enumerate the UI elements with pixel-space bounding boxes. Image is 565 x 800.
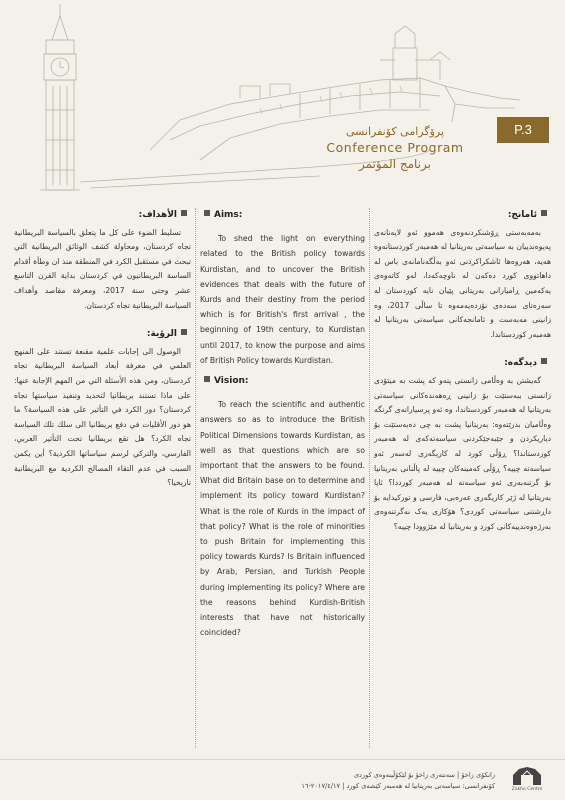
- arabic-column: [14, 208, 191, 744]
- objectives-paragraph: تسليط الضوء على كل ما يتعلق بالسياسة البريطانية تجاه كردستان، ومحاولة كشف الوثائق البريطانية التي تبحث في مستقبل الكرد في المنطقة منذ ان وطأة أقدام الساسة البريطانيون في كردستان بداية القرن التاسع عشر وحتى سنة 2017، ومعرفة مقاصد وأهداف السياسة البريطانية تجاه كردستان.: [14, 227, 191, 310]
- section-heading: دیدگەه:: [374, 356, 551, 371]
- bullet-icon: [204, 376, 210, 382]
- bullet-icon: [541, 210, 547, 216]
- vision-paragraph: الوصول الى إجابات علمية مقنعة تستند على المنهج العلمي في معرفة أبعاد السياسة البريطانية تجاه كردستان، ومن هذه الأسئلة التي من المهم الإجابة عنها: على ماذا تستند بريطانيا لتحديد وتنفيذ سياستها تجاه كردستان؟ دور الكرد في التأثير على هذه السياسة؟ ما هو دور الأقليات في دفع بريطانيا الى سلك تلك السياسة تجاه الكرد؟ هل تقع بريطانيا تحت التأثير العربي، الفارسي، والتركي لرسم سياساتها الكردية؟ أين يكمن السبب في عدم التقاء المصالح الكردية مع البريطانية تاريخيا؟: [14, 346, 191, 488]
- aims-paragraph: To shed the light on everything related to the British policy towards Kurdistan, and to uncover the British evidences that deals with the future of Kurds and their destiny from the period which is for British's first arrival , the beginning of 19th century, to Kurdistan until 2017, to know the purpose and aims of British Policy towards Kurdistan.: [200, 234, 365, 365]
- title-arabic: برنامج المؤتمر: [359, 157, 431, 171]
- section-heading: Aims:: [200, 208, 365, 223]
- column-divider: [369, 208, 370, 748]
- english-column: [200, 208, 365, 744]
- conference-title-block: [295, 124, 495, 172]
- centre-logo: Zakho Centre: [507, 765, 547, 793]
- aims-paragraph: بەمەبەستی ڕۆشنکردنەوەی هەموو ئەو لایەنانەی پەیوەندییان بە سیاسەتی بەریتانیا لە هەمبەر کوردستانەوە هەیە، هەروەها ئاشکراکردنی ئەو بەڵگەنامانەی باس لە داهاتووی کورد دەکەن لە ناوچەکەدا، لەو کاتەوەی یەکەمین ڕامیارانی بەریتانی پێیان نایە کوردستان لە سەرەتای سەدەی نۆزدەیەمەوە تا ساڵی 2017، وە زانینی مەبەست و ئامانجەکانی سیاسەتی بەریتانیا لە هەمبەر کوردستاندا.: [374, 227, 551, 339]
- footer-line: کۆنفرانسی: سیاسەتی بەریتانیا لە هەمبەر کێشەی کورد | ٢٠١٧/٤/١٧-١٦: [301, 782, 495, 790]
- title-kurdish: پرۆگرامی کۆنفرانسی: [345, 125, 445, 138]
- vision-paragraph: To reach the scientific and authentic answers so as to introduce the British Political Dimensions towards Kurdistan, as well as that questions which are so important that the answers to be found. What did Britain base on to determine and implement its policy toward Kurdistan? What is the role of Kurds in the impact of that policy? What is the role of minorities to push Britain for implementing this policy towards Kurds? Is Britain influenced by Arab, Persian, and Turkish People during implementing its policy? Where are the reasons behind Kurdish-British interests that have not historically coincided?: [200, 400, 365, 638]
- bullet-icon: [204, 210, 210, 216]
- footer-text: [235, 770, 495, 792]
- section-heading: ئامانج:: [374, 208, 551, 223]
- bullet-icon: [181, 329, 187, 335]
- title-english: Conference Program: [326, 140, 464, 155]
- bullet-icon: [541, 358, 547, 364]
- section-heading: الرؤية:: [14, 327, 191, 342]
- footer-line: زانکۆی زاخۆ | سەنتەری زاخۆ بۆ لێکۆڵینەوەی کوردی: [353, 771, 495, 779]
- bullet-icon: [181, 210, 187, 216]
- kurdish-column: [374, 208, 551, 744]
- page-footer: [0, 759, 565, 800]
- vision-paragraph: گەیشتن بە وەڵامی زانستی پتەو کە پشت بە میتۆدی زانستی ببەستێت بۆ زانینی ڕەهەندەکانی سیاسەتی بەریتانیا لە هەمبەر کوردستاندا، وە ئەو پرسیارانەی گرنگە وەڵامیان بدرێتەوە: بەریتانیا پشت بە چی دەبەستێت بۆ دیاریکردن و جێبەجێکردنی سیاسەتەکەی لە هەمبەر کوردستاندا؟ ڕۆڵی کورد لە کاریگەری لەسەر ئەو سیاسەتە چییە؟ ڕۆڵی کەمینەکان چییە لە پاڵنانی بەریتانیا بۆ گرتنەبەری ئەو سیاسەتە لە هەمبەر کورددا؟ ئایا بەریتانیا لە ژێر کاریگەری عەرەبی، فارسی و تورکیدایە بۆ داڕشتنی سیاسەتی کوردی؟ هۆکاری یەک نەگرتنەوەی بەرژەوەندییەکانی کورد و بەریتانیا لە مێژوودا چییە؟: [374, 375, 551, 531]
- column-divider: [195, 208, 196, 748]
- page-number-badge: P.3: [497, 117, 549, 143]
- section-heading: الأهداف:: [14, 208, 191, 223]
- section-heading: Vision:: [200, 374, 365, 389]
- logo-emblem-icon: [507, 765, 547, 787]
- clock-tower-icon: [40, 4, 80, 190]
